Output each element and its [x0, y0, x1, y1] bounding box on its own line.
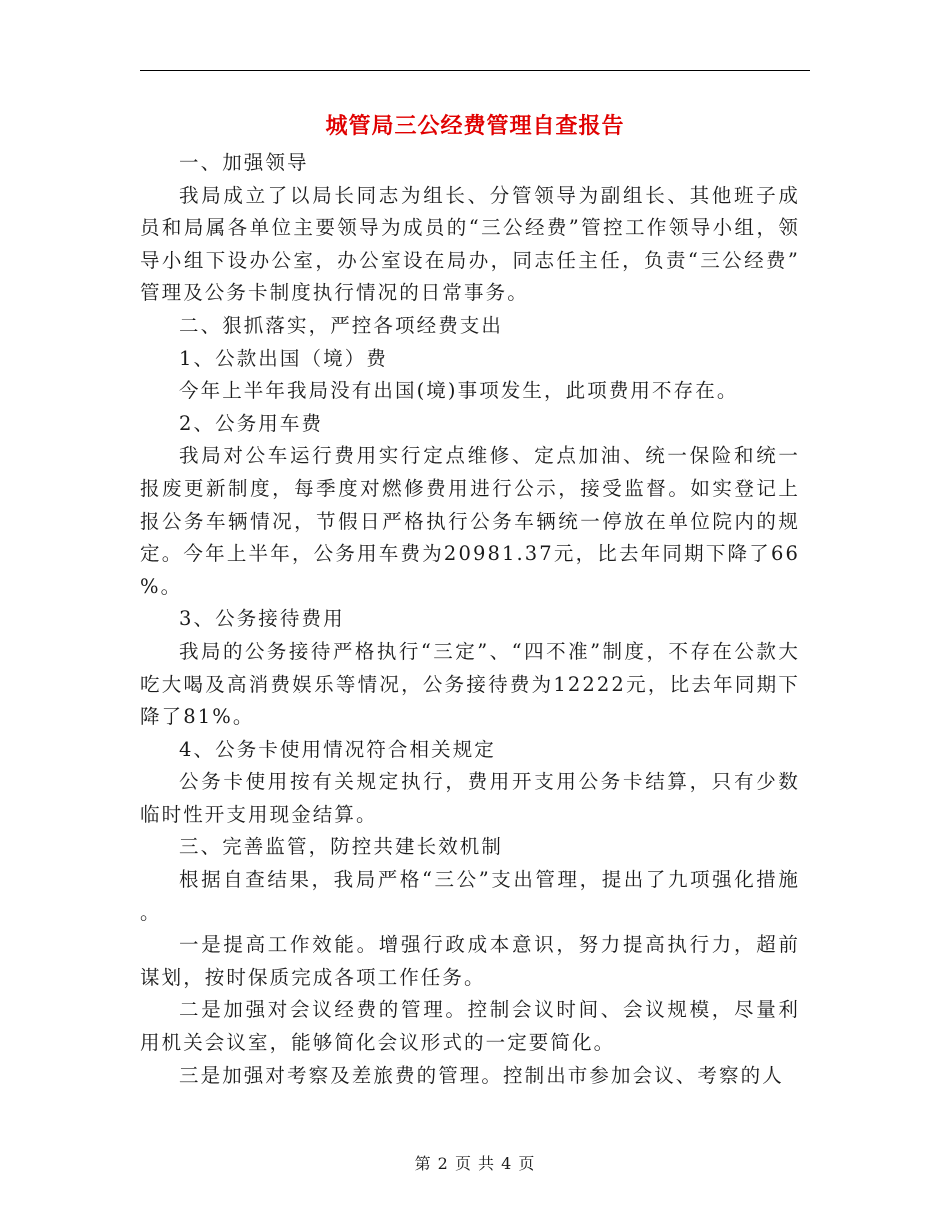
header-rule: [140, 70, 810, 71]
body-paragraph: 三是加强对考察及差旅费的管理。控制出市参加会议、考察的人: [179, 1063, 784, 1087]
body-paragraph: 二是加强对会议经费的管理。控制会议时间、会议规模，尽量利用机关会议室，能够简化会议形式的一定要简化。: [140, 998, 800, 1055]
body-paragraph: 我局对公车运行费用实行定点维修、定点加油、统一保险和统一报废更新制度，每季度对燃修费用进行公示，接受监督。如实登记上报公务车辆情况，节假日严格执行公务车辆统一停放在单位院内的规定。今年上半年，公务用车费为20981.37元，比去年同期下降了66%。: [140, 444, 800, 598]
subheading-official-card: 4、公务卡使用情况符合相关规定: [179, 737, 496, 761]
body-paragraph: 今年上半年我局没有出国(境)事项发生，此项费用不存在。: [179, 379, 739, 403]
body-paragraph: 公务卡使用按有关规定执行，费用开支用公务卡结算，只有少数临时性开支用现金结算。: [140, 770, 800, 826]
body-paragraph: 我局的公务接待严格执行“三定”、“四不准”制度，不存在公款大吃大喝及高消费娱乐等情况，公务接待费为12222元，比去年同期下降了81%。: [140, 639, 800, 729]
document-body: [140, 147, 800, 1092]
section-heading-implementation: 二、狠抓落实，严控各项经费支出: [179, 313, 504, 337]
page-number: 第 2 页 共 4 页: [414, 1154, 536, 1173]
body-paragraph: 根据自查结果，我局严格“三公”支出管理，提出了九项强化措施。: [140, 868, 800, 924]
subheading-official-reception: 3、公务接待费用: [179, 607, 345, 631]
subheading-overseas-travel: 1、公款出国（境）费: [179, 346, 388, 370]
body-paragraph: 我局成立了以局长同志为组长、分管领导为副组长、其他班子成员和局属各单位主要领导为成员的“三公经费”管控工作领导小组，领导小组下设办公室，办公室设在局办，同志任主任，负责“三公经费”管理及公务卡制度执行情况的日常事务。: [140, 183, 800, 305]
document-title: 城管局三公经费管理自查报告: [325, 113, 625, 139]
body-paragraph: 一是提高工作效能。增强行政成本意识，努力提高执行力，超前谋划，按时保质完成各项工作任务。: [140, 933, 800, 989]
section-heading-leadership: 一、加强领导: [179, 151, 309, 174]
subheading-official-vehicles: 2、公务用车费: [179, 411, 324, 435]
section-heading-supervision: 三、完善监管，防控共建长效机制: [179, 835, 504, 859]
